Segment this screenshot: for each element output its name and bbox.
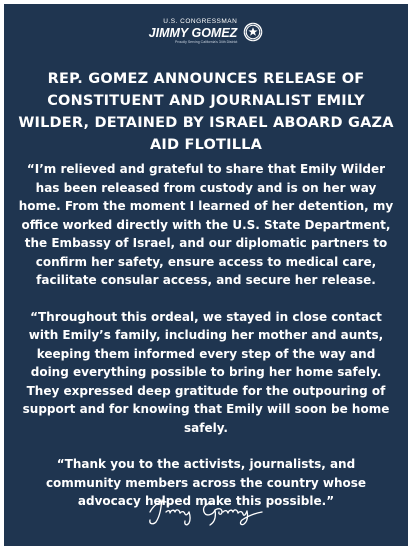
statement-paragraph-2: “Throughout this ordeal, we stayed in close contact with Emily’s family, including her mother and aunts, keeping them informed every step of the way and doing everything possible to bring her home safely. They expressed deep gratitude for the outpouring of support and for knowing that Emily will soon be home safely. [22, 309, 390, 435]
logo-tagline: Proudly Serving California's 34th District [174, 40, 238, 45]
handwritten-signature-icon [144, 492, 268, 528]
press-release-card [4, 4, 408, 546]
statement-paragraph-1: “I’m relieved and grateful to share that Emily Wilder has been released from custody and is on her way home. From the moment I learned of her detention, my office worked directly with the U.S. State Department, the Embassy of Israel, and our diplomatic partners to confirm her safety, ensure access to medical care, facilitate consular access, and secure her release. [18, 162, 394, 287]
congressman-logo [4, 17, 408, 47]
signature [4, 492, 408, 528]
logo-kicker: U.S. CONGRESSMAN [163, 18, 238, 26]
headline: REP. GOMEZ ANNOUNCES RELEASE OF CONSTITUENT AND JOURNALIST EMILY WILDER, DETAINED BY ISRAEL ABOARD GAZA AID FLOTILLA [18, 71, 394, 153]
congressional-seal-icon [243, 22, 263, 42]
logo-wordmark [149, 19, 238, 45]
logo-name: JIMMY GOMEZ [148, 25, 238, 40]
statement-body [18, 160, 394, 529]
statement-paragraph-3: “Thank you to the activists, journalists, and community members across the country whose advocacy helped make this possible.” [45, 457, 367, 508]
